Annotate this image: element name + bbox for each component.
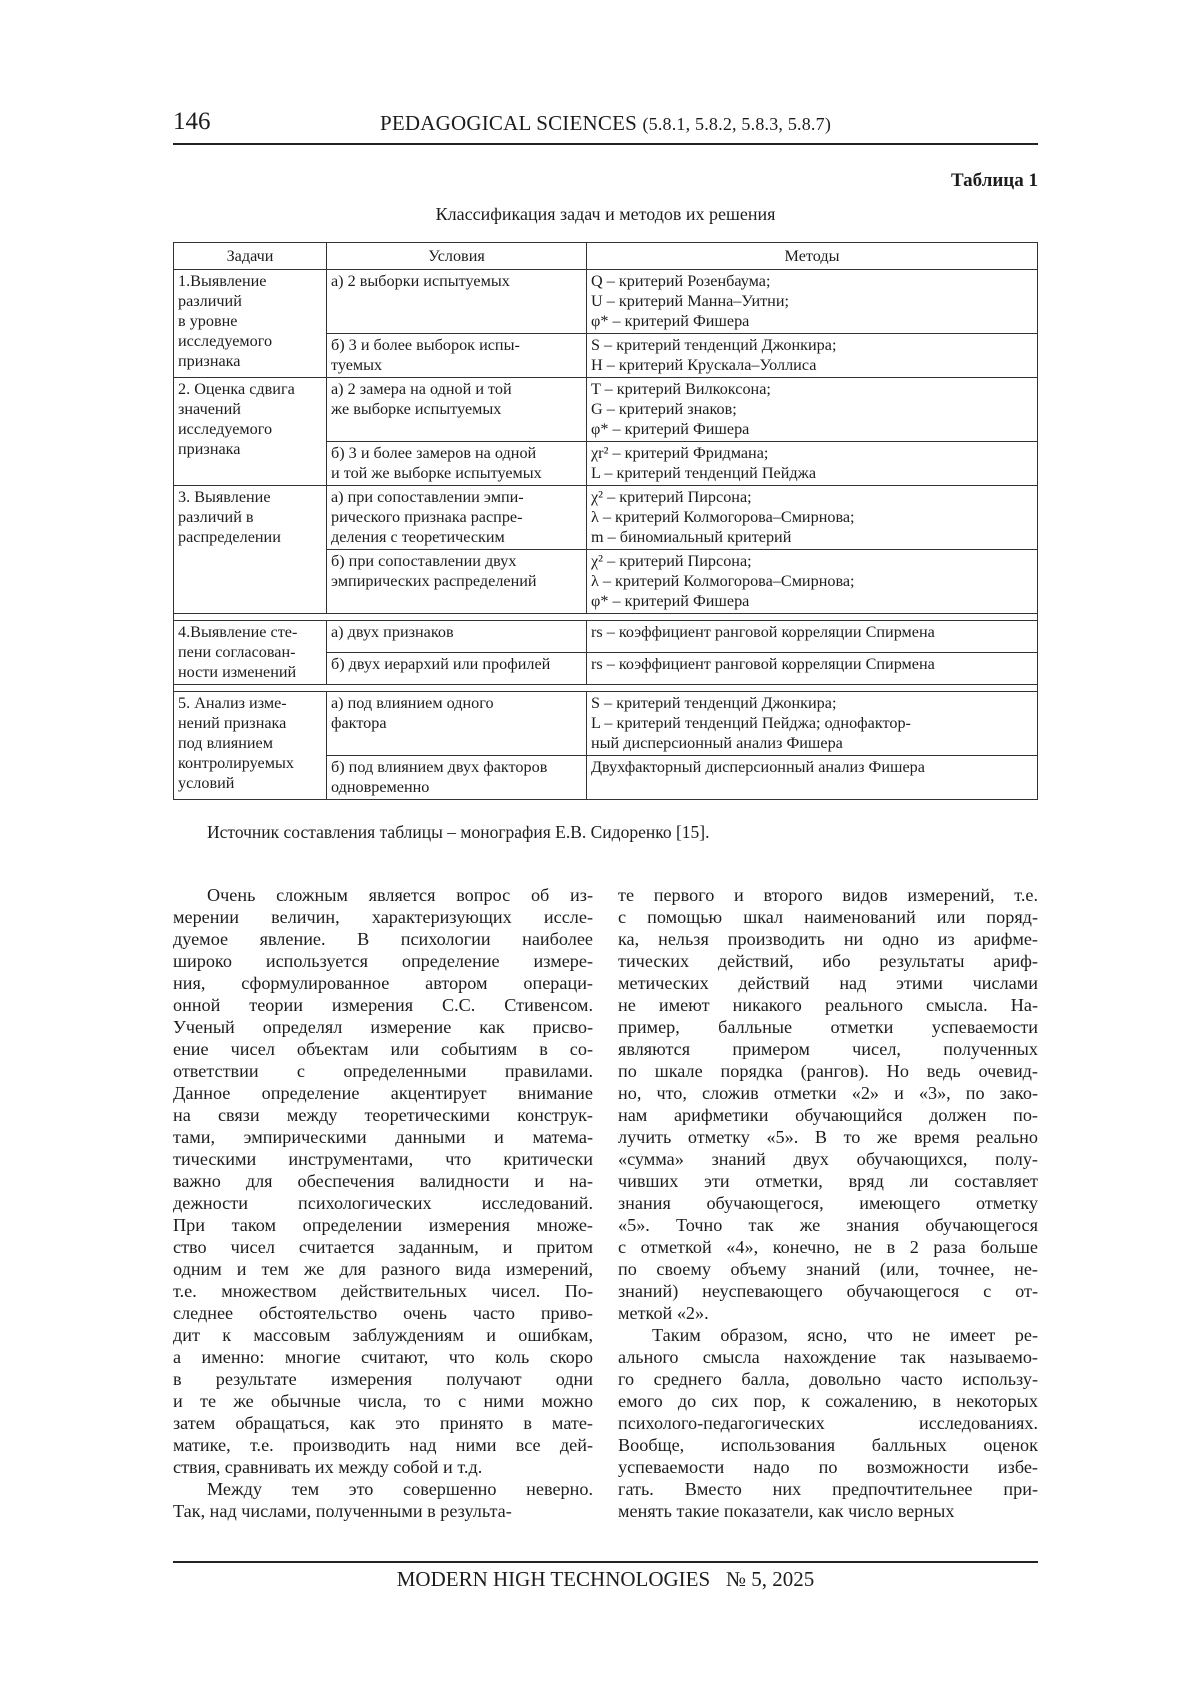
text-line: При таком определении измерения множе- <box>173 1215 593 1235</box>
condition-line: б) двух иерархий или профилей <box>331 655 551 673</box>
methods-cell <box>587 550 1038 614</box>
task-line: значений <box>178 400 241 418</box>
header-rule <box>173 143 1038 145</box>
text-line: успеваемости надо по возможности избе- <box>618 1457 1038 1477</box>
method-line: L – критерий тенденций Пейджа <box>591 464 817 482</box>
condition-line: а) при сопоставлении эмпи- <box>331 488 524 506</box>
method-line: χ² – критерий Пирсона; <box>591 552 752 570</box>
text-line: меткой «2». <box>618 1303 709 1323</box>
condition-line: б) 3 и более выборок испы- <box>331 336 520 354</box>
text-line: с помощью шкал наименований или поряд- <box>618 907 1038 927</box>
condition-line: фактора <box>331 714 387 732</box>
text-line: ального смысла нахождение так называемо- <box>618 1347 1038 1367</box>
text-line: «5». Точно так же знания обучающегося <box>618 1215 1038 1235</box>
method-line: χr² – критерий Фридмана; <box>591 444 769 462</box>
method-line: ный дисперсионный анализ Фишера <box>591 734 843 752</box>
text-line: емого до сих пор, к сожалению, в некоторых <box>618 1391 1038 1411</box>
condition-cell <box>327 550 587 614</box>
table-row <box>174 270 1038 334</box>
text-line: в результате измерения получают одни <box>173 1369 593 1389</box>
task-line: контролируемых <box>178 754 294 772</box>
condition-cell <box>327 621 587 653</box>
table-row <box>174 621 1038 653</box>
condition-cell <box>327 692 587 756</box>
task-cell <box>174 486 327 614</box>
text-line: ответствии с определенными правилами. <box>173 1061 593 1081</box>
method-line: rs – коэффициент ранговой корреляции Спирмена <box>591 623 935 641</box>
condition-line: б) при сопоставлении двух <box>331 552 517 570</box>
paragraph <box>173 1478 593 1522</box>
text-line: важно для обеспечения валидности и на- <box>173 1171 593 1191</box>
separator-cell <box>174 614 1038 621</box>
method-line: rs – коэффициент ранговой корреляции Спирмена <box>591 655 935 673</box>
methods-cell <box>587 442 1038 486</box>
task-cell <box>174 378 327 486</box>
text-line: на связи между теоретическими конструк- <box>173 1105 593 1125</box>
methods-cell <box>587 270 1038 334</box>
text-line: являются примером чисел, полученных <box>618 1039 1038 1059</box>
footer-rule <box>173 1561 1038 1563</box>
table-title: Классификация задач и методов их решения <box>435 204 776 224</box>
method-line: m – биномиальный критерий <box>591 528 792 546</box>
text-line: Ученый определял измерение как присво- <box>173 1017 593 1037</box>
condition-line: деления с теоретическим <box>331 528 505 546</box>
table-row <box>174 692 1038 756</box>
condition-line: и той же выборке испытуемых <box>331 464 542 482</box>
methods-cell <box>587 486 1038 550</box>
table-row <box>174 486 1038 550</box>
condition-line: б) 3 и более замеров на одной <box>331 444 537 462</box>
condition-line: же выборке испытуемых <box>331 400 502 418</box>
table-header-row <box>174 243 1038 270</box>
text-column-left <box>173 884 593 1522</box>
footer-journal: MODERN HIGH TECHNOLOGIES <box>396 1567 711 1591</box>
text-line: менять такие показатели, как число верных <box>618 1501 955 1521</box>
condition-line: б) под влиянием двух факторов <box>331 758 548 776</box>
text-line: широко используется определение измере- <box>173 951 593 971</box>
text-line: чивших эти отметки, вряд ли составляет <box>618 1171 1038 1191</box>
task-line: признака <box>178 352 241 370</box>
text-line: го среднего балла, довольно часто использу- <box>618 1369 1038 1389</box>
task-line: 3. Выявление <box>178 488 271 506</box>
task-line: условий <box>178 774 235 792</box>
task-line: нений признака <box>178 714 287 732</box>
task-cell <box>174 621 327 685</box>
method-line: λ – критерий Колмогорова–Смирнова; <box>591 572 855 590</box>
condition-cell <box>327 334 587 378</box>
footer-issue: № 5, 2025 <box>725 1567 815 1591</box>
text-line: ствия, сравнивать их между собой и т.д. <box>173 1457 483 1477</box>
condition-cell <box>327 442 587 486</box>
text-line: мерении величин, характеризующих иссле- <box>173 907 593 927</box>
text-line: по шкале порядка (рангов). Но ведь очевид- <box>618 1061 1038 1081</box>
column-header: Задачи <box>174 243 327 270</box>
methods-cell <box>587 334 1038 378</box>
methods-cell <box>587 692 1038 756</box>
text-line: ка, нельзя производить ни одно из арифме- <box>618 929 1038 949</box>
text-line: Таким образом, ясно, что не имеет ре- <box>652 1325 1038 1345</box>
method-line: L – критерий тенденций Пейджа; однофактор- <box>591 714 911 732</box>
text-line: пример, балльные отметки успеваемости <box>618 1017 1038 1037</box>
task-line: пени согласован- <box>178 643 296 661</box>
journal-header <box>380 111 831 136</box>
text-line: дит к массовым заблуждениям и ошибкам, <box>173 1325 593 1345</box>
condition-line: туемых <box>331 356 383 374</box>
page-number: 146 <box>173 108 211 135</box>
task-cell <box>174 270 327 378</box>
text-line: Между тем это совершенно неверно. <box>207 1479 593 1499</box>
text-line: знаний) неуспевающего обучающегося с от- <box>618 1281 1038 1301</box>
text-line: затем обращаться, как это принято в мате- <box>173 1413 593 1433</box>
text-line: тическими инструментами, что критически <box>173 1149 593 1169</box>
text-line: а именно: многие считают, что коль скоро <box>173 1347 593 1367</box>
methods-cell <box>587 378 1038 442</box>
text-line: дежности психологических исследований. <box>173 1193 593 1213</box>
text-line: дуемое явление. В психологии наиболее <box>173 929 593 949</box>
task-line: 2. Оценка сдвига <box>178 380 295 398</box>
condition-line: одновременно <box>331 778 430 796</box>
task-line: в уровне <box>178 312 238 330</box>
separator-row <box>174 614 1038 621</box>
paragraph <box>173 884 593 1478</box>
method-line: φ* – критерий Фишера <box>591 420 750 438</box>
condition-cell <box>327 486 587 550</box>
method-line: S – критерий тенденций Джонкира; <box>591 336 837 354</box>
text-line: Вообще, использования балльных оценок <box>618 1435 1038 1455</box>
text-line: психолого-педагогических исследованиях. <box>618 1413 1038 1433</box>
text-line: Очень сложным является вопрос об из- <box>207 885 593 905</box>
condition-line: а) 2 выборки испытуемых <box>331 272 510 290</box>
separator-cell <box>174 685 1038 692</box>
text-line: матике, т.е. производить над ними все дей- <box>173 1435 593 1455</box>
condition-line: а) 2 замера на одной и той <box>331 380 512 398</box>
text-line: следнее обстоятельство очень часто приво- <box>173 1303 593 1323</box>
condition-cell <box>327 756 587 800</box>
task-cell <box>174 692 327 800</box>
method-line: φ* – критерий Фишера <box>591 592 750 610</box>
method-line: φ* – критерий Фишера <box>591 312 750 330</box>
task-line: исследуемого <box>178 332 273 350</box>
journal-sections: (5.8.1, 5.8.2, 5.8.3, 5.8.7) <box>642 114 832 134</box>
text-line: т.е. множеством действительных чисел. По- <box>173 1281 593 1301</box>
paragraph <box>618 1324 1038 1522</box>
text-line: одним и тем же для разного вида измерений, <box>173 1259 593 1279</box>
method-line: H – критерий Крускала–Уоллиса <box>591 356 817 374</box>
text-line: тических действий, ибо результаты ариф- <box>618 951 1038 971</box>
condition-cell <box>327 378 587 442</box>
task-line: различий <box>178 292 242 310</box>
method-line: χ² – критерий Пирсона; <box>591 488 752 506</box>
condition-cell <box>327 270 587 334</box>
task-line: 1.Выявление <box>178 272 267 290</box>
column-header: Методы <box>587 243 1038 270</box>
paragraph <box>618 884 1038 1324</box>
source-note: Источник составления таблицы – монография Е.В. Сидоренко [15]. <box>207 822 710 842</box>
table-label: Таблица 1 <box>950 170 1038 191</box>
task-line: 4.Выявление сте- <box>178 623 298 641</box>
method-line: Q – критерий Розенбаума; <box>591 272 771 290</box>
method-line: T – критерий Вилкоксона; <box>591 380 771 398</box>
text-line: знания обучающегося, имеющего отметку <box>618 1193 1038 1213</box>
column-header: Условия <box>327 243 587 270</box>
text-line: Так, над числами, полученными в результа- <box>173 1501 512 1521</box>
methods-table <box>173 242 1038 800</box>
footer <box>173 1567 1038 1592</box>
method-line: G – критерий знаков; <box>591 400 737 418</box>
task-line: различий в <box>178 508 254 526</box>
text-line: с отметкой «4», конечно, не в 2 раза больше <box>618 1237 1038 1257</box>
condition-line: а) под влиянием одного <box>331 694 494 712</box>
text-line: «сумма» знаний двух обучающихся, полу- <box>618 1149 1038 1169</box>
condition-line: а) двух признаков <box>331 623 454 641</box>
text-line: не имеют никакого реального смысла. На- <box>618 995 1038 1015</box>
text-line: онной теории измерения С.С. Стивенсом. <box>173 995 593 1015</box>
text-line: метических действий над этими числами <box>618 973 1038 993</box>
text-line: те первого и второго видов измерений, т.е. <box>618 885 1038 905</box>
task-line: распределении <box>178 528 281 546</box>
methods-cell <box>587 756 1038 800</box>
methods-cell <box>587 653 1038 685</box>
text-line: лучить отметку «5». В то же время реально <box>618 1127 1038 1147</box>
text-line: ение чисел объектам или событиям в со- <box>173 1039 593 1059</box>
separator-row <box>174 685 1038 692</box>
method-line: Двухфакторный дисперсионный анализ Фишера <box>591 758 925 776</box>
methods-cell <box>587 621 1038 653</box>
text-line: тами, эмпирическими данными и матема- <box>173 1127 593 1147</box>
journal-name: PEDAGOGICAL SCIENCES <box>380 111 637 135</box>
text-line: гать. Вместо них предпочтительнее при- <box>618 1479 1038 1499</box>
text-line: и те же обычные числа, то с ними можно <box>173 1391 593 1411</box>
text-line: ство чисел считается заданным, и притом <box>173 1237 593 1257</box>
task-line: исследуемого <box>178 420 273 438</box>
text-line: по своему объему знаний (или, точнее, не- <box>618 1259 1038 1279</box>
text-line: ния, сформулированное автором операци- <box>173 973 593 993</box>
method-line: S – критерий тенденций Джонкира; <box>591 694 837 712</box>
task-line: признака <box>178 440 241 458</box>
table-row <box>174 378 1038 442</box>
condition-cell <box>327 653 587 685</box>
text-line: Данное определение акцентирует внимание <box>173 1083 593 1103</box>
text-line: но, что, сложив отметки «2» и «3», по зако- <box>618 1083 1038 1103</box>
task-line: 5. Анализ изме- <box>178 694 287 712</box>
task-line: под влиянием <box>178 734 273 752</box>
method-line: λ – критерий Колмогорова–Смирнова; <box>591 508 855 526</box>
condition-line: рического признака распре- <box>331 508 523 526</box>
task-line: ности изменений <box>178 663 297 681</box>
text-line: нам арифметики обучающийся должен по- <box>618 1105 1038 1125</box>
text-column-right <box>618 884 1038 1522</box>
method-line: U – критерий Манна–Уитни; <box>591 292 790 310</box>
condition-line: эмпирических распределений <box>331 572 537 590</box>
